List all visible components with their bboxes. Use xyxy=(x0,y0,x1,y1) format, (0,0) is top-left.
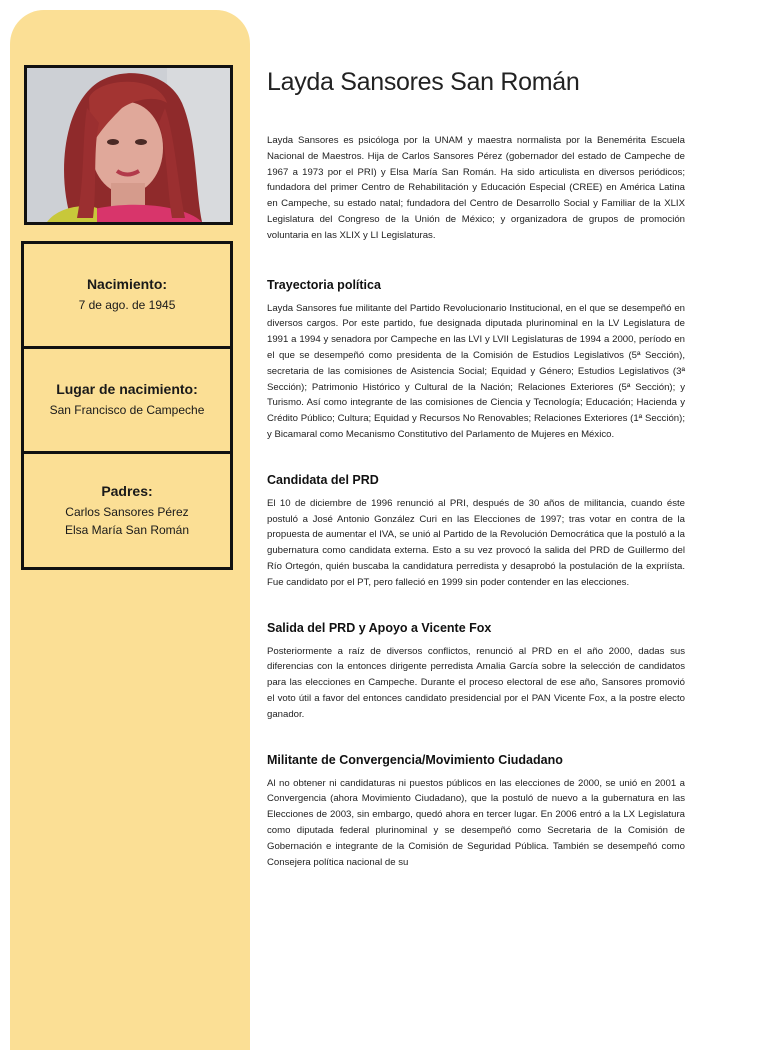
section-candidata-prd xyxy=(267,473,685,591)
section-text: Al no obtener ni candidaturas ni puestos públicos en las elecciones de 2000, se unió en 2001 a Convergencia (ahora Movimiento Ciudadano), que la postuló de nuevo a la gubernatura en las Elecciones de 2003, sin embargo, quedó ahora en tercer lugar. En 2006 entró a la LX Legislatura como diputada federal plurinominal y se desempeñó como Secretaria de la Comisión de Gobernación e integrante de la Comisión de Seguridad Pública. También se desempeñó como Consejera política nacional de su xyxy=(267,777,685,868)
section-salida-prd xyxy=(267,621,685,723)
birth-place-value: San Francisco de Campeche xyxy=(49,403,205,417)
intro-paragraph: Layda Sansores es psicóloga por la UNAM y maestra normalista por la Benemérita Escuela Nacional de Maestros. Hija de Carlos Sansores Pérez (gobernador del estado de Campeche de 1967 a 1973 por el PRI) y Elsa María San Román. Ha sido articulista en diversos periódicos; fundadora del primer Centro de Rehabilitación y Educación Especial (CREE) en América Latina en Campeche, su estado natal; fundadora del Centro de Desarrollo Social y Familiar de la XLIX Legislatura del Congreso de la Unión de México; y organizadora de grupos de promoción voluntaria en las XLIX y LI Legislaturas. xyxy=(267,135,685,241)
birth-place-label: Lugar de nacimiento: xyxy=(56,381,198,397)
parent-mother: Elsa María San Román xyxy=(64,522,190,537)
personal-info-box xyxy=(21,241,233,570)
birth-date-label: Nacimiento: xyxy=(86,276,168,292)
portrait-photo xyxy=(24,65,233,225)
page-title: Layda Sansores San Román xyxy=(267,68,580,96)
birth-date-value: 7 de ago. de 1945 xyxy=(78,298,176,312)
birth-date-cell xyxy=(24,244,230,349)
section-heading: Militante de Convergencia/Movimiento Ciudadano xyxy=(267,752,563,767)
birth-place-cell xyxy=(24,349,230,454)
section-text: Posteriormente a raíz de diversos conflictos, renunció al PRD en el año 2000, dadas sus diferencias con la entonces dirigente perredista Amalia García sobre la selección de candidatos para las elecciones en Campeche. Durante el proceso electoral de ese año, Sansores promovió el voto útil a favor del entonces candidato presidencial por el PAN Vicente Fox, a la postre electo ganador. xyxy=(267,645,685,720)
section-heading: Candidata del PRD xyxy=(267,472,379,487)
parents-cell xyxy=(24,454,230,567)
section-text: El 10 de diciembre de 1996 renunció al PRI, después de 30 años de militancia, cuando éste postuló a José Antonio González Curi en las Elecciones de 1997; tras votar en contra de la propuesta de aumentar el IVA, se unió al Partido de la Revolución Democrática que la postuló a la gubernatura como candidata externa. Esto a su vez provocó la salida del PRD de Guillermo del Río Ortegón, quién buscaba la candidatura perredista y desaprobó la postulación de la expriísta. Fue candidato por el PT, pero falleció en 1999 sin poder contender en las elecciones. xyxy=(267,497,685,588)
section-text: Layda Sansores fue militante del Partido Revolucionario Institucional, en el que se desempeñó en diversos cargos. Por este partido, fue designada diputada plurinominal en la LV Legislatura de 1991 a 1994 y senadora por Campeche en las LVI y LVII Legislaturas de 1994 a 2000, período en el que se desempeñó como presidenta de la Comisión de Estudios Legislativos (5ª Sección), secretaria de las comisiones de Asistencia Social; Equidad y Género; Estudios Legislativos (3ª Sección); Patrimonio Histórico y Cultural de la Nación; Relaciones Exteriores (5ª Sección); y Turismo. Así como integrante de las comisiones de Ciencia y Tecnología; Educación; Hacienda y Crédito Público; Cultura; Equidad y Recursos No Renovables; Relaciones Exteriores (1ª Sección); y Bicamaral como Mecanismo Constitutivo del Parlamento de Mujeres en México. xyxy=(267,302,685,440)
section-heading: Salida del PRD y Apoyo a Vicente Fox xyxy=(267,620,492,635)
section-trayectoria xyxy=(267,278,685,443)
parent-father: Carlos Sansores Pérez xyxy=(65,504,189,519)
section-convergencia xyxy=(267,753,685,871)
section-heading: Trayectoria política xyxy=(267,277,381,292)
parents-label: Padres: xyxy=(101,482,153,499)
main-content xyxy=(267,68,685,900)
